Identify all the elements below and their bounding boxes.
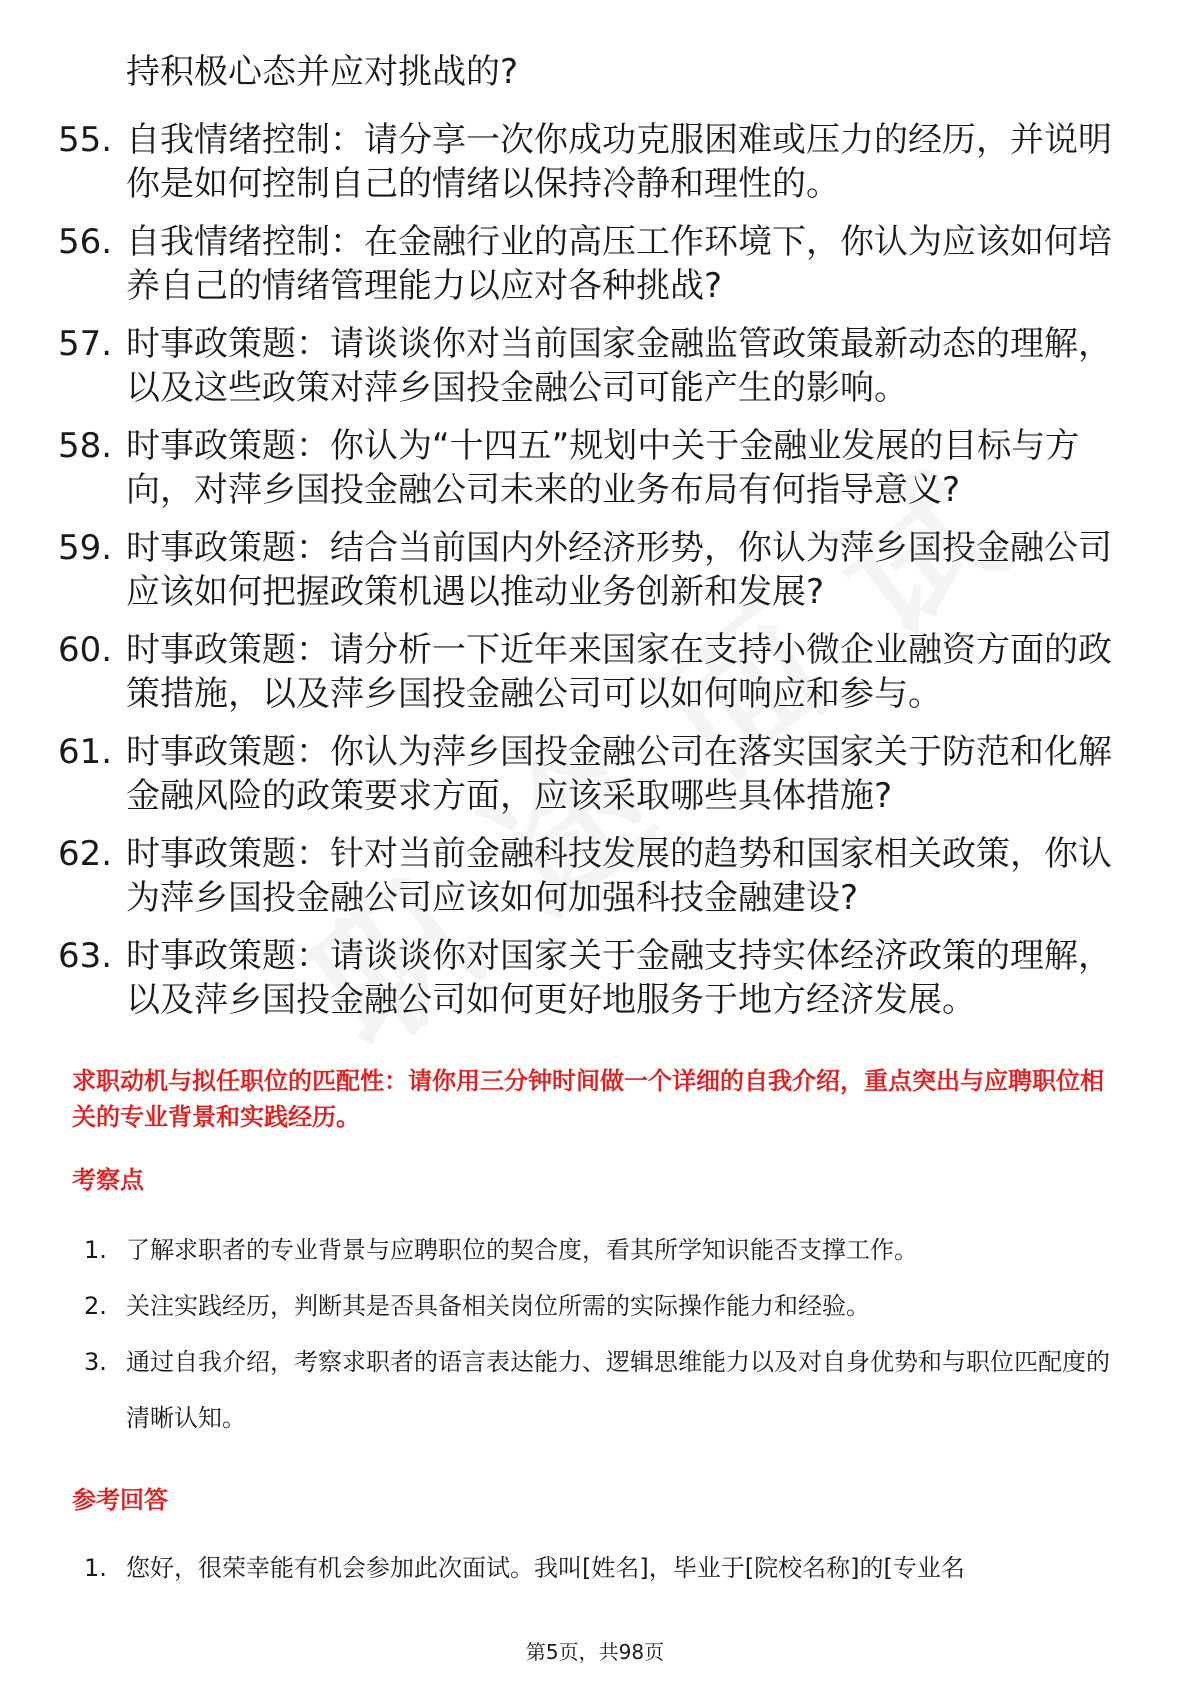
item-text: 关注实践经历，判断其是否具备相关岗位所需的实际操作能力和经验。 [126,1292,870,1320]
item-text: 了解求职者的专业背景与应聘职位的契合度，看其所学知识能否支撑工作。 [126,1236,918,1264]
list-item [58,322,1118,410]
item-number: 55. [58,120,113,160]
list-item [58,934,1118,1022]
section-label-cankao: 参考回答 [72,1486,168,1514]
list-item [84,1540,1124,1596]
question-list [58,118,1118,1036]
item-number: 59. [58,528,113,568]
item-text: 时事政策题：请分析一下近年来国家在支持小微企业融资方面的政策措施，以及萍乡国投金融公司可以如何响应和参与。 [126,630,1112,714]
list-item [84,1334,1124,1446]
item-text: 时事政策题：请谈谈你对国家关于金融支持实体经济政策的理解，以及萍乡国投金融公司如何更好地服务于地方经济发展。 [126,936,1112,1020]
item-number: 56. [58,222,113,262]
item-text: 时事政策题：请谈谈你对当前国家金融监管政策最新动态的理解，以及这些政策对萍乡国投金融公司可能产生的影响。 [126,324,1112,408]
list-item [84,1222,1124,1278]
kaochadian-list [84,1222,1124,1446]
section-label-kaochadian: 考察点 [72,1166,144,1194]
list-item [58,526,1118,614]
cankao-list [84,1540,1124,1596]
page-footer: 第5页，共98页 [525,1640,665,1664]
continuation-text: 持积极心态并应对挑战的? [126,52,519,92]
list-item [58,424,1118,512]
list-item [58,118,1118,206]
item-text: 时事政策题：你认为萍乡国投金融公司在落实国家关于防范和化解金融风险的政策要求方面，应该采取哪些具体措施? [126,732,1112,816]
item-number: 1. [84,1236,107,1264]
item-text: 时事政策题：针对当前金融科技发展的趋势和国家相关政策，你认为萍乡国投金融公司应该如何加强科技金融建设? [126,834,1112,918]
list-item [58,832,1118,920]
item-number: 2. [84,1292,107,1320]
item-number: 58. [58,426,113,466]
item-text: 您好，很荣幸能有机会参加此次面试。我叫[姓名]，毕业于[院校名称]的[专业名 [126,1554,965,1582]
item-text: 通过自我介绍，考察求职者的语言表达能力、逻辑思维能力以及对自身优势和与职位匹配度的清晰认知。 [126,1348,1110,1432]
item-text: 自我情绪控制：请分享一次你成功克服困难或压力的经历，并说明你是如何控制自己的情绪以保持冷静和理性的。 [126,120,1112,204]
item-text: 自我情绪控制：在金融行业的高压工作环境下，你认为应该如何培养自己的情绪管理能力以应对各种挑战? [126,222,1112,306]
item-number: 62. [58,834,113,874]
highlighted-question: 求职动机与拟任职位的匹配性：请你用三分钟时间做一个详细的自我介绍，重点突出与应聘职位相关的专业背景和实践经历。 [72,1067,1104,1131]
list-item [84,1278,1124,1334]
item-number: 61. [58,732,113,772]
item-number: 3. [84,1348,107,1376]
list-item [58,628,1118,716]
item-number: 60. [58,630,113,670]
item-number: 57. [58,324,113,364]
list-item [58,220,1118,308]
item-text: 时事政策题：你认为“十四五”规划中关于金融业发展的目标与方向，对萍乡国投金融公司未来的业务布局有何指导意义? [126,426,1080,510]
list-item [58,730,1118,818]
item-number: 1. [84,1554,107,1582]
item-number: 63. [58,936,113,976]
item-text: 时事政策题：结合当前国内外经济形势，你认为萍乡国投金融公司应该如何把握政策机遇以推动业务创新和发展? [126,528,1112,612]
